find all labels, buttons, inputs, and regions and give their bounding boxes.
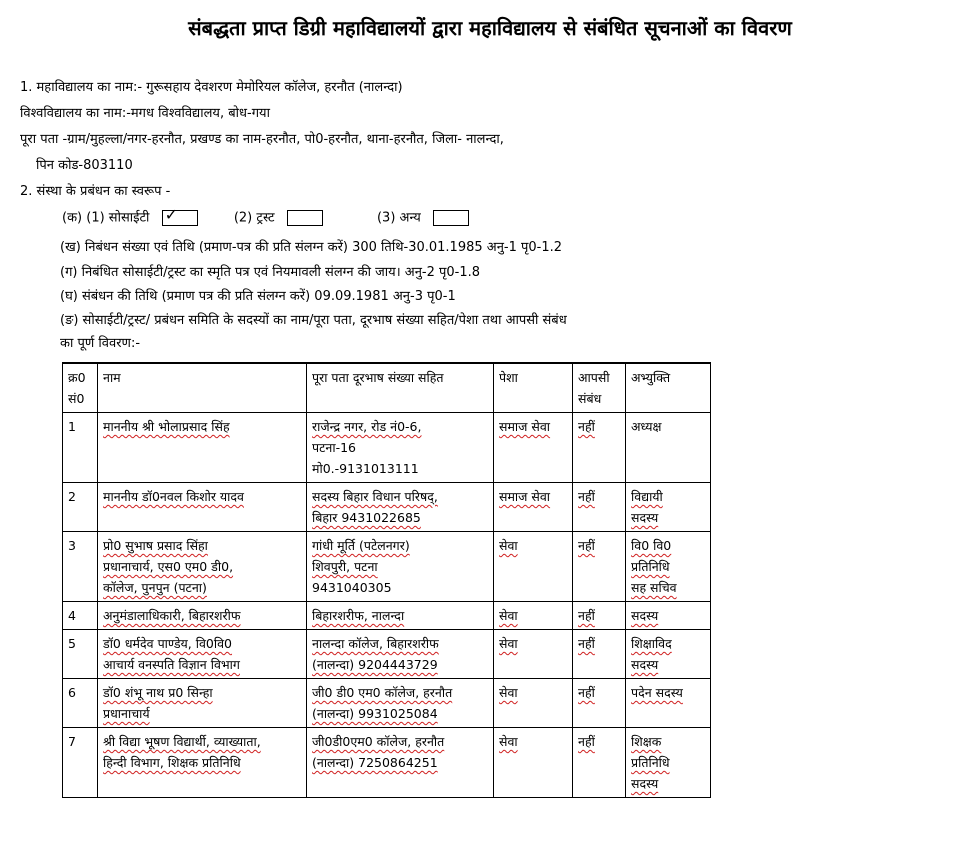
cell-remark: वि0 वि0 प्रतिनिधि सह सचिव (626, 532, 711, 602)
table-row (63, 728, 711, 798)
cell-remark: पदेन सदस्य (626, 679, 711, 728)
table-row (63, 532, 711, 602)
cell-name: डॉ0 धर्मदेव पाण्डेय, वि0वि0 आचार्य वनस्पति विज्ञान विभाग (98, 630, 307, 679)
registration-line: (ख) निबंधन संख्या एवं तिथि (प्रमाण-पत्र की प्रति संलग्न करें) 300 तिथि-30.01.1985 अनु-1 पृ0-1.2 (60, 240, 563, 255)
cell-sno: 7 (63, 728, 98, 798)
cell-sno: 1 (63, 413, 98, 483)
cell-address: राजेन्द्र नगर, रोड नं0-6, पटना-16 मो0.-9131013111 (307, 413, 494, 483)
cell-sno: 2 (63, 483, 98, 532)
cell-relation: नहीं (573, 602, 626, 630)
trust-checkbox[interactable] (287, 210, 323, 226)
header-remark: अभ्युक्ति (626, 363, 711, 413)
cell-sno: 4 (63, 602, 98, 630)
affiliation-date-line: (घ) संबंधन की तिथि (प्रमाण पत्र की प्रति संलग्न करें) 09.09.1981 अनु-3 पृ0-1 (60, 289, 456, 304)
members-table (62, 362, 711, 798)
cell-address: नालन्दा कॉलेज, बिहारशरीफ (नालन्दा) 9204443729 (307, 630, 494, 679)
header-profession: पेशा (494, 363, 573, 413)
management-options-row (62, 205, 469, 227)
cell-relation: नहीं (573, 532, 626, 602)
cell-name: डॉ0 शंभू नाथ प्र0 सिन्हा प्रधानाचार्य (98, 679, 307, 728)
cell-sno: 3 (63, 532, 98, 602)
header-name: नाम (98, 363, 307, 413)
header-address: पूरा पता दूरभाष संख्या सहित (307, 363, 494, 413)
option-trust-label: (2) ट्रस्ट (233, 210, 275, 226)
cell-address: सदस्य बिहार विधान परिषद्, बिहार 9431022685 (307, 483, 494, 532)
cell-profession: सेवा (494, 602, 573, 630)
members-details-line: (ङ) सोसाईटी/ट्रस्ट/ प्रबंधन समिति के सदस्यों का नाम/पूरा पता, दूरभाष संख्या सहित/पेशा तथा आपसी संबंध (60, 313, 567, 328)
cell-sno: 5 (63, 630, 98, 679)
page-title: संबद्धता प्राप्त डिग्री महाविद्यालयों द्वारा महाविद्यालय से संबंधित सूचनाओं का विवरण (188, 16, 792, 40)
cell-profession: सेवा (494, 532, 573, 602)
cell-profession: सेवा (494, 630, 573, 679)
table-row (63, 630, 711, 679)
checkmark-icon: ✓ (164, 205, 178, 224)
members-details-line-2: का पूर्ण विवरण:- (60, 336, 141, 351)
cell-relation: नहीं (573, 728, 626, 798)
university-name-line: विश्वविद्यालय का नाम:-मगध विश्वविद्यालय, बोध-गया (20, 106, 270, 121)
cell-profession: सेवा (494, 728, 573, 798)
cell-relation: नहीं (573, 483, 626, 532)
cell-name: माननीय डॉ0नवल किशोर यादव (98, 483, 307, 532)
cell-name: श्री विद्या भूषण विद्यार्थी, व्याख्याता, हिन्दी विभाग, शिक्षक प्रतिनिधि (98, 728, 307, 798)
header-serial-no: क्र0 सं0 (63, 363, 98, 413)
option-other-label: (3) अन्य (376, 210, 421, 226)
cell-relation: नहीं (573, 679, 626, 728)
option-society-label: (क) (1) सोसाईटी (62, 210, 150, 226)
cell-remark: शिक्षाविद सदस्य (626, 630, 711, 679)
management-type-heading: 2. संस्था के प्रबंधन का स्वरूप - (20, 184, 171, 199)
cell-address: जी0 डी0 एम0 कॉलेज, हरनौत (नालन्दा) 9931025084 (307, 679, 494, 728)
table-header-row (63, 363, 711, 413)
pin-code-line: पिन कोड-803110 (36, 158, 133, 173)
memorandum-line: (ग) निबंधित सोसाईटी/ट्रस्ट का स्मृति पत्र एवं नियमावली संलग्न की जाय। अनु-2 पृ0-1.8 (60, 265, 481, 280)
cell-name: अनुमंडालाधिकारी, बिहारशरीफ (98, 602, 307, 630)
cell-remark: सदस्य (626, 602, 711, 630)
header-relation: आपसी संबंध (573, 363, 626, 413)
cell-remark: शिक्षक प्रतिनिधि सदस्य (626, 728, 711, 798)
college-name-line: 1. महाविद्यालय का नाम:- गुरूसहाय देवशरण मेमोरियल कॉलेज, हरनौत (नालन्दा) (20, 80, 403, 95)
table-row (63, 679, 711, 728)
cell-address: जी0डी0एम0 कॉलेज, हरनौत (नालन्दा) 7250864251 (307, 728, 494, 798)
cell-profession: सेवा (494, 679, 573, 728)
table-row (63, 602, 711, 630)
table-row (63, 483, 711, 532)
society-checkbox[interactable] (162, 205, 198, 226)
cell-name: प्रो0 सुभाष प्रसाद सिंहा प्रधानाचार्य, एस0 एम0 डी0, कॉलेज, पुनपुन (पटना) (98, 532, 307, 602)
cell-sno: 6 (63, 679, 98, 728)
full-address-line: पूरा पता -ग्राम/मुहल्ला/नगर-हरनौत, प्रखण्ड का नाम-हरनौत, पो0-हरनौत, थाना-हरनौत, जिला- नालन्दा, (20, 132, 504, 147)
cell-relation: नहीं (573, 413, 626, 483)
other-checkbox[interactable] (433, 210, 469, 226)
cell-address: गांधी मूर्ति (पटेलनगर) शिवपुरी, पटना 9431040305 (307, 532, 494, 602)
cell-profession: समाज सेवा (494, 413, 573, 483)
cell-remark: अध्यक्ष (626, 413, 711, 483)
cell-relation: नहीं (573, 630, 626, 679)
cell-remark: विद्यायी सदस्य (626, 483, 711, 532)
cell-name: माननीय श्री भोलाप्रसाद सिंह (98, 413, 307, 483)
cell-profession: समाज सेवा (494, 483, 573, 532)
table-row (63, 413, 711, 483)
cell-address: बिहारशरीफ, नालन्दा (307, 602, 494, 630)
